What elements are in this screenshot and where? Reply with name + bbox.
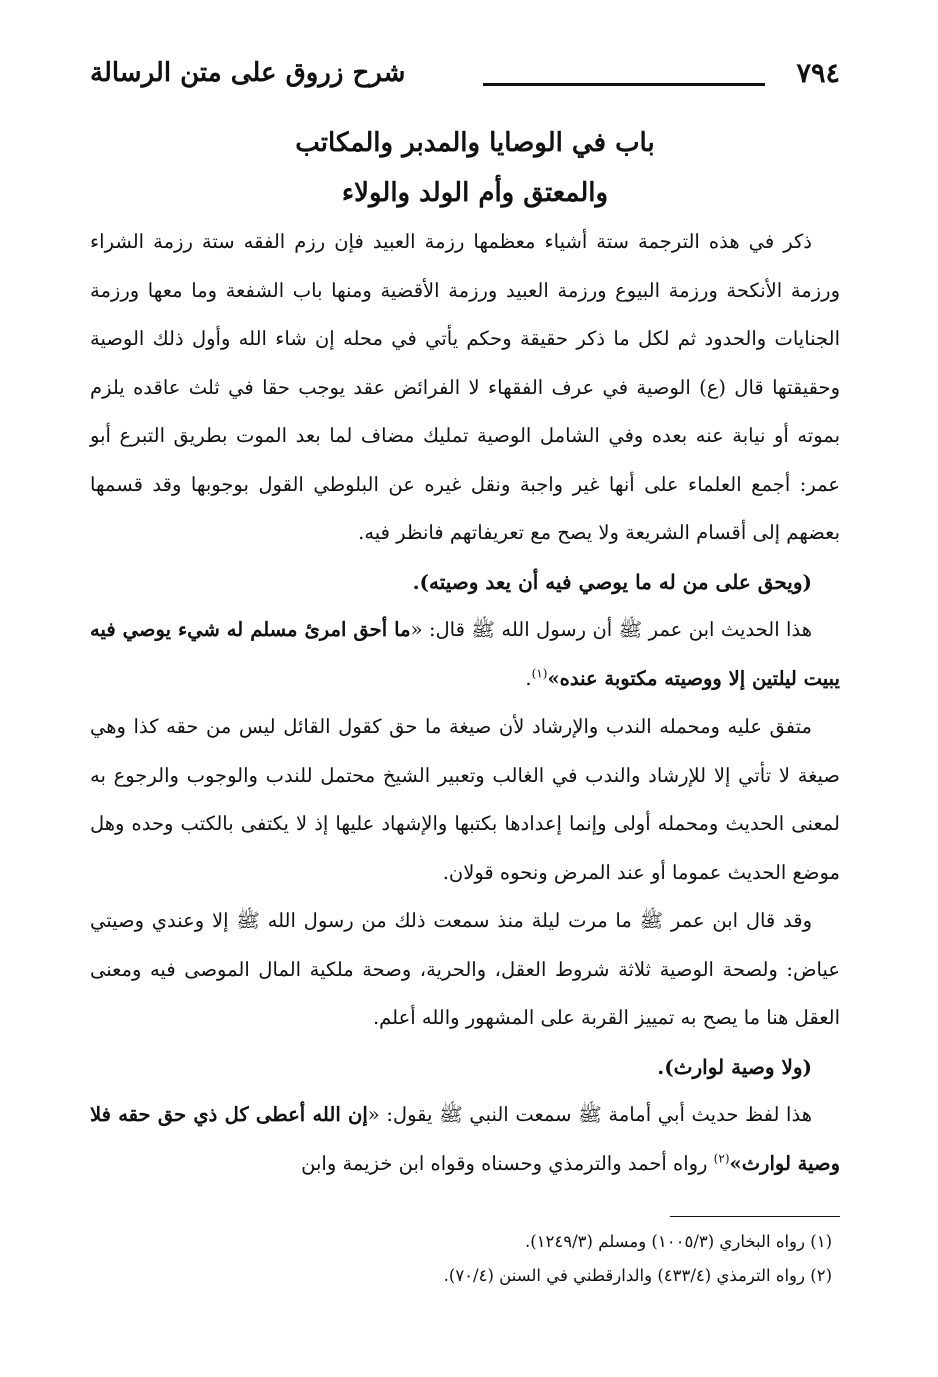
footnote-ref-1[interactable]: (١): [531, 666, 548, 680]
hadith-2-text: إن الله أعطى كل ذي حق حقه فلا وصية لوارث: [90, 1103, 840, 1175]
page: [90, 40, 840, 1360]
running-header: [90, 40, 840, 100]
hadith-1-close: »: [547, 666, 560, 690]
commentary-paragraph-3: وقد قال ابن عمر ﷺ ما مرت ليلة منذ سمعت ذلك من رسول الله ﷺ إلا وعندي وصيتي عياض: ولصحة الوصية ثلاثة شروط العقل، والحرية، وصحة ملكية المال الموصى فيه ومعنى العقل هنا ما يصح به تمييز القربة على المشهور والله أعلم.: [90, 909, 840, 1029]
hadith-2-close: »: [729, 1151, 742, 1175]
chapter-title-line-2: والمعتق وأم الولد والولاء: [341, 178, 609, 208]
chapter-title-line-1: باب في الوصايا والمدبر والمكاتب: [295, 128, 655, 158]
intro-paragraph: ذكر في هذه الترجمة ستة أشياء معظمها رزمة العبيد فإن رزم الفقه ستة رزمة الشراء ورزمة الأنكحة ورزمة البيوع ورزمة العبيد ورزمة الأقضية ومنها باب الشفعة وما معها ورزمة الجنايات والحدود ثم لكل ما ذكر حقيقة وحكم يأتي في محله إن شاء الله وأول ذلك الوصية وحقيقتها قال (ع) الوصية في عرف الفقهاء لا الفرائض عقد يوجب حقا في ثلث عاقده يلزم بموته أو نيابة عنه بعده وفي الشامل الوصية تمليك مضاف لما بعد الموت بطريق التبرع أبو عمر: أجمع العلماء على أنها غير واجبة ونقل غيره عن البلوطي القول بوجوبها وقد قسمها بعضهم إلى أقسام الشريعة ولا يصح مع تعريفاتهم فانظر فيه.: [90, 230, 840, 544]
commentary-paragraph-2: متفق عليه ومحمله الندب والإرشاد لأن صيغة ما حق كقول القائل ليس من حقه كذا وهي صيغة لا تأتي إلا للإرشاد والندب في الغالب وتعبير الشيخ محتمل للندب والوجوب والرجوع به لمعنى الحديث ومحمله أولى وإنما إعدادها بكتبها والإشهاد عليها إذ لا يكتفى بالكتب وحده وهل موضع الحديث عموما أو عند المرض ونحوه قولان.: [90, 715, 840, 884]
footnote-rule: [670, 1216, 840, 1217]
hadith-2-end: رواه أحمد والترمذي وحسناه وقواه ابن خزيمة وابن: [301, 1151, 714, 1175]
matn-text-1: (ويحق على من له ما يوصي فيه أن يعد وصيته).: [412, 569, 812, 594]
hadith-paragraph-1: [90, 606, 840, 703]
footnote-ref-2[interactable]: (٢): [713, 1151, 730, 1165]
header-rule: [483, 83, 765, 86]
footnotes: [90, 1225, 840, 1293]
hadith-2-intro: هذا لفظ حديث أبي أمامة ﷺ سمعت النبي ﷺ يقول: «: [367, 1103, 812, 1126]
hadith-paragraph-2: [90, 1091, 840, 1188]
matn-text-2: (ولا وصية لوارث).: [657, 1054, 812, 1079]
hadith-1-intro: هذا الحديث ابن عمر ﷺ أن رسول الله ﷺ قال: «: [410, 618, 812, 641]
chapter-title: [90, 118, 840, 218]
page-number: ٧٩٤: [796, 58, 840, 89]
hadith-1-text: ما أحق امرئ مسلم له شيء يوصي فيه يبيت ليلتين إلا ووصيته مكتوبة عنده: [90, 618, 840, 690]
footnote-1: (١) رواه البخاري (١٠٠٥/٣) ومسلم (١٢٤٩/٣).: [524, 1232, 832, 1251]
footnote-2: (٢) رواه الترمذي (٤٣٣/٤) والدارقطني في السنن (٧٠/٤).: [443, 1266, 832, 1285]
hadith-1-end: .: [525, 666, 532, 690]
book-title: شرح زروق على متن الرسالة: [90, 58, 406, 88]
